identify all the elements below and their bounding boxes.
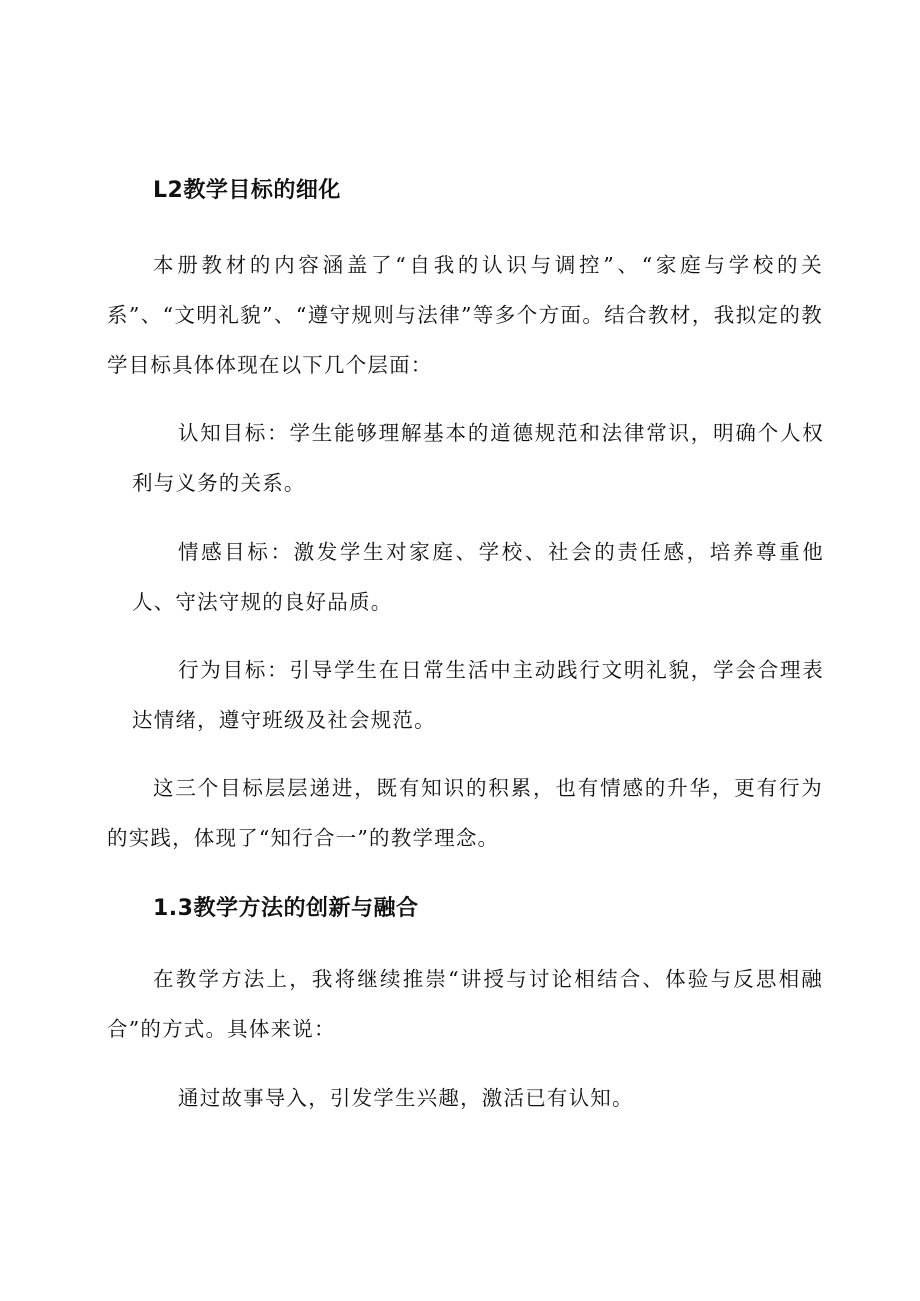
section-heading-1-2: L2教学目标的细化 [153, 178, 341, 203]
section-1-3-intro-paragraph: 在教学方法上，我将继续推崇“讲授与讨论相结合、体验与反思相融合”的方式。具体来说： [107, 967, 823, 1041]
section-1-2-intro-paragraph: 本册教材的内容涵盖了“自我的认识与调控”、“家庭与学校的关系”、“文明礼貌”、“遵守规则与法律”等多个方面。结合教材，我拟定的教学目标具体体现在以下几个层面： [107, 253, 823, 377]
cognitive-goal-paragraph: 认知目标：学生能够理解基本的道德规范和法律常识，明确个人权利与义务的关系。 [132, 421, 824, 495]
behavior-goal-paragraph: 行为目标：引导学生在日常生活中主动践行文明礼貌，学会合理表达情绪，遵守班级及社会规范。 [132, 658, 824, 732]
section-1-2-summary-paragraph: 这三个目标层层递进，既有知识的积累，也有情感的升华，更有行为的实践，体现了“知行合一”的教学理念。 [107, 776, 823, 850]
section-heading-1-3: 1.3教学方法的创新与融合 [153, 896, 419, 921]
emotional-goal-paragraph: 情感目标：激发学生对家庭、学校、社会的责任感，培养尊重他人、守法守规的良好品质。 [132, 540, 824, 614]
teaching-method-item: 通过故事导入，引发学生兴趣，激活已有认知。 [178, 1086, 634, 1110]
